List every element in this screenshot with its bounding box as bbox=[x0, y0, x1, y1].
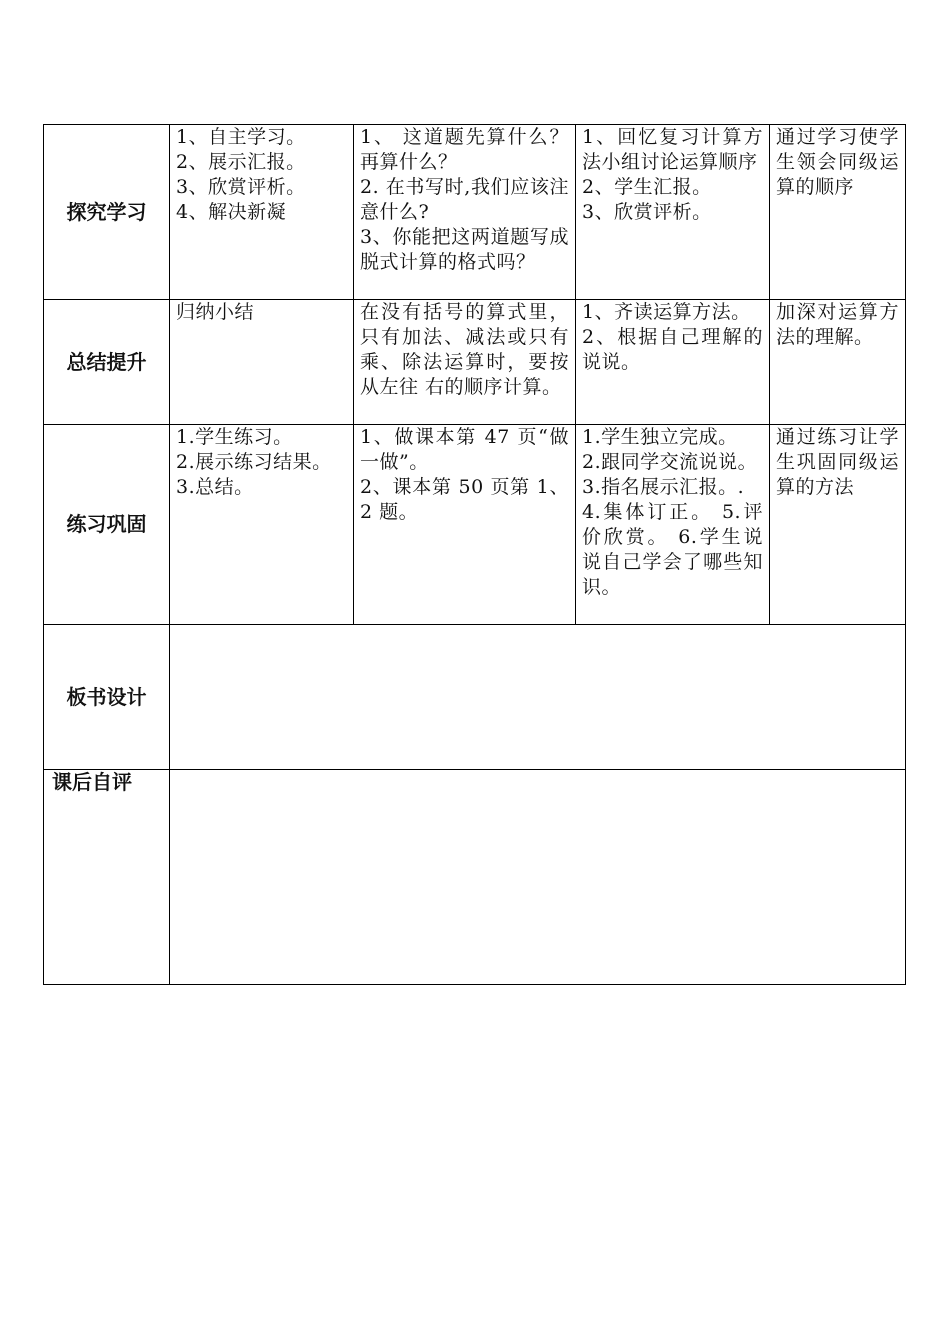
student-activity-cell bbox=[576, 125, 770, 300]
text-line: 1.学生独立完成。 bbox=[582, 426, 738, 448]
text-line: 加深对运算方法的理解。 bbox=[776, 301, 899, 348]
text-line: 4.集体订正。 5.评价欣赏。 6.学生说说自己学会了哪些知识。 bbox=[582, 501, 763, 598]
text-line: 4、解决新凝 bbox=[176, 201, 287, 223]
table-row bbox=[44, 425, 906, 625]
text-line: 3、你能把这两道题写成脱式计算的格式吗？ bbox=[360, 226, 569, 273]
design-intent-cell bbox=[770, 425, 906, 625]
board-design-header: 板书设计 bbox=[44, 625, 170, 770]
design-intent-cell bbox=[770, 125, 906, 300]
text-line: 归纳小结 bbox=[176, 301, 255, 323]
row-header: 总结提升 bbox=[44, 300, 170, 425]
board-design-cell bbox=[170, 625, 906, 770]
text-line: 3、欣赏评析。 bbox=[582, 201, 712, 223]
table-row bbox=[44, 625, 906, 770]
text-line: 2、展示汇报。 bbox=[176, 151, 306, 173]
text-line: 2. 在书写时,我们应该注意什么? bbox=[360, 176, 569, 223]
row-header: 探究学习 bbox=[44, 125, 170, 300]
text-line: 1、回忆复习计算方法小组讨论运算顺序 bbox=[582, 126, 763, 173]
teacher-activity-cell bbox=[354, 300, 576, 425]
design-intent-cell bbox=[770, 300, 906, 425]
text-line: 2.跟同学交流说说。 bbox=[582, 451, 758, 473]
table-row bbox=[44, 770, 906, 985]
text-line: 1、齐读运算方法。 bbox=[582, 301, 751, 323]
content-cell bbox=[170, 425, 354, 625]
text-line: 3.指名展示汇报。. bbox=[582, 476, 745, 498]
student-activity-cell bbox=[576, 300, 770, 425]
text-line: 1、做课本第 47 页“做一做”。 bbox=[360, 426, 569, 473]
reflection-header: 课后自评 bbox=[44, 770, 170, 985]
teacher-activity-cell bbox=[354, 125, 576, 300]
lesson-plan-table bbox=[43, 124, 906, 985]
text-line: 2.展示练习结果。 bbox=[176, 451, 332, 473]
row-header: 练习巩固 bbox=[44, 425, 170, 625]
content-cell bbox=[170, 125, 354, 300]
text-line: 2、课本第 50 页第 1、2 题。 bbox=[360, 476, 569, 523]
teacher-activity-cell bbox=[354, 425, 576, 625]
text-line: 1.学生练习。 bbox=[176, 426, 293, 448]
text-line: 3.总结。 bbox=[176, 476, 254, 498]
text-line: 2、根据自己理解的说说。 bbox=[582, 326, 763, 373]
text-line: 通过练习让学生巩固同级运算的方法 bbox=[776, 426, 899, 498]
table-row bbox=[44, 125, 906, 300]
text-line: 1、 这道题先算什么？再算什么？ bbox=[360, 126, 569, 173]
content-cell bbox=[170, 300, 354, 425]
table-row bbox=[44, 300, 906, 425]
text-line: 1、自主学习。 bbox=[176, 126, 306, 148]
text-line: 3、欣赏评析。 bbox=[176, 176, 306, 198]
text-line: 在没有括号的算式里，只有加法、减法或只有乘、除法运算时，要按从左往 右的顺序计算。 bbox=[360, 301, 569, 398]
student-activity-cell bbox=[576, 425, 770, 625]
text-line: 2、学生汇报。 bbox=[582, 176, 712, 198]
text-line: 通过学习使学生领会同级运算的顺序 bbox=[776, 126, 899, 198]
reflection-cell bbox=[170, 770, 906, 985]
